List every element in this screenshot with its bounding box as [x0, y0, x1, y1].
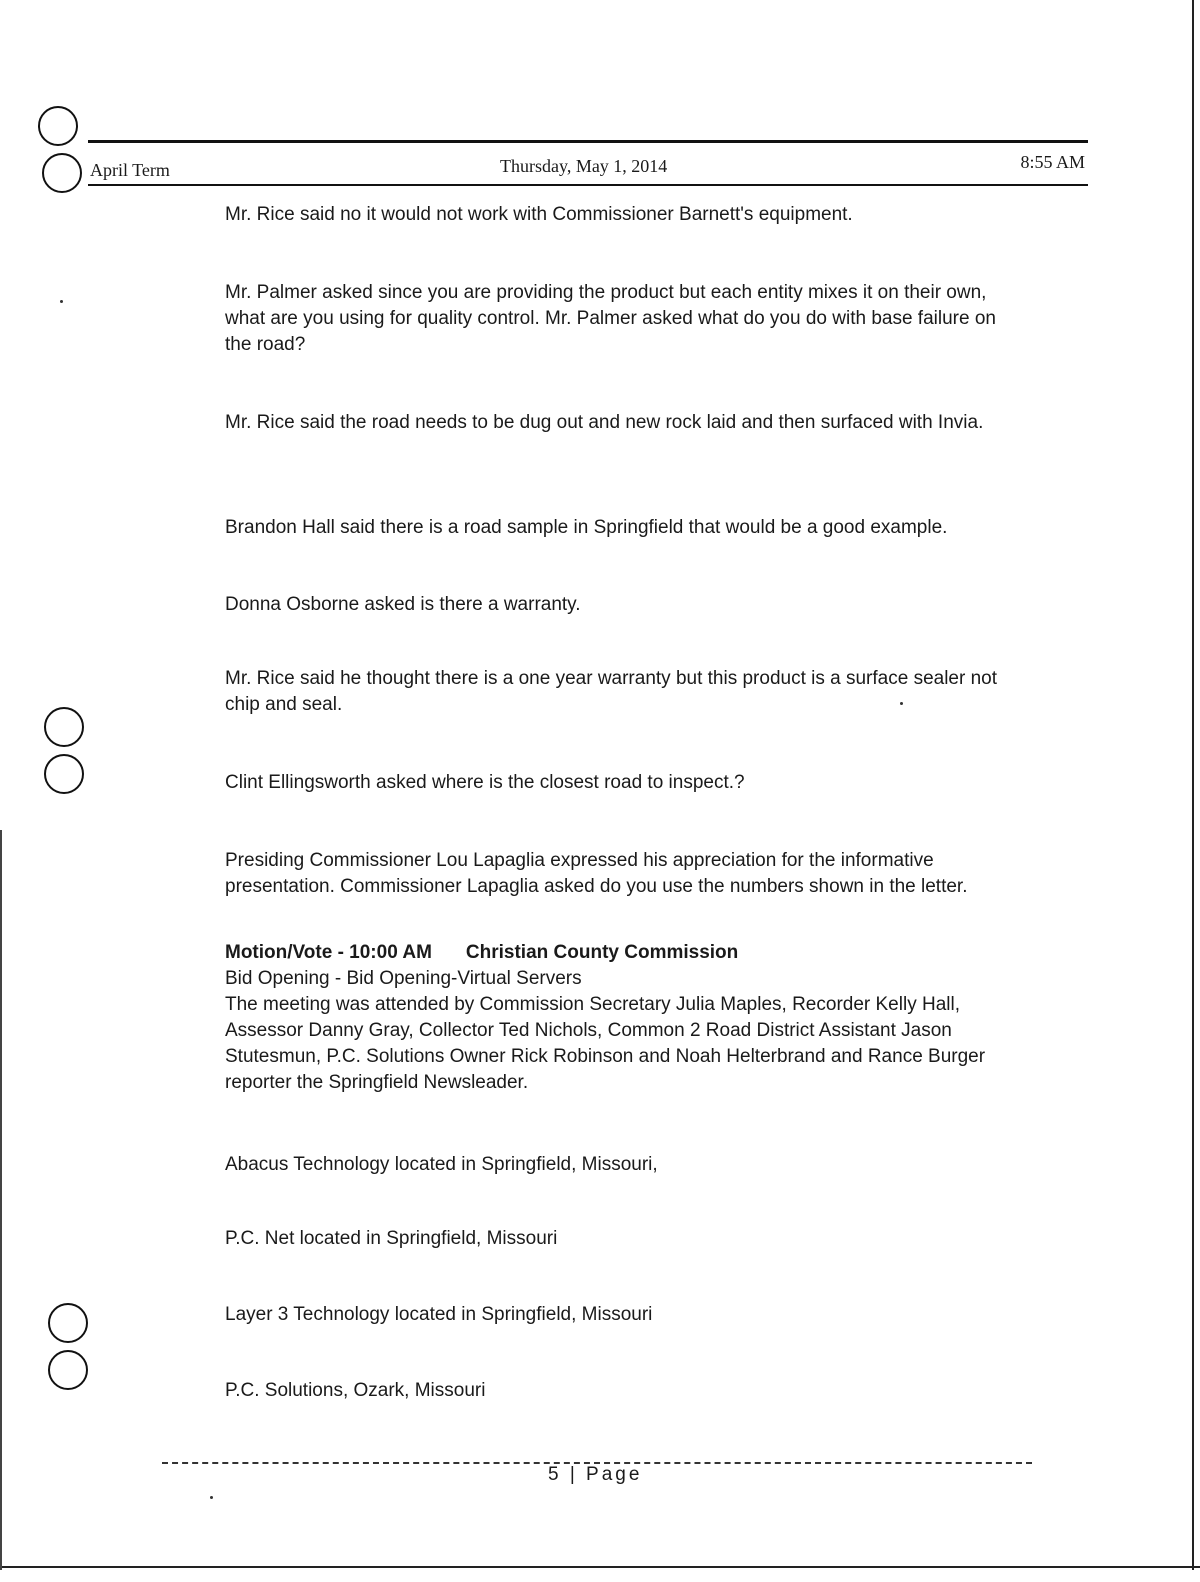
scan-speck [900, 702, 903, 705]
paragraph-1: Mr. Rice said no it would not work with Commissioner Barnett's equipment. [225, 204, 853, 225]
bidder-2: P.C. Net located in Springfield, Missouri [225, 1228, 558, 1249]
header-rule-bottom [88, 184, 1088, 186]
binder-hole-1 [38, 106, 78, 146]
scan-speck [60, 300, 63, 303]
paragraph-4: Brandon Hall said there is a road sample in Springfield that would be a good example. [225, 517, 948, 538]
bidder-4: P.C. Solutions, Ozark, Missouri [225, 1380, 486, 1401]
bid-opening-line: Bid Opening - Bid Opening-Virtual Servers [225, 968, 582, 989]
header-term: April Term [90, 160, 170, 180]
header-rule-top [88, 140, 1088, 143]
paragraph-5: Donna Osborne asked is there a warranty. [225, 594, 581, 615]
header-date: Thursday, May 1, 2014 [500, 156, 668, 176]
binder-hole-2 [42, 153, 82, 193]
motion-label: Motion/Vote - 10:00 AM [225, 942, 432, 963]
paragraph-8: Presiding Commissioner Lou Lapaglia expressed his appreciation for the informative presentation. Commissioner Lapaglia asked do you use the numbers shown in the letter. [225, 850, 968, 897]
paragraph-6: Mr. Rice said he thought there is a one year warranty but this product is a surface sealer not chip and seal. [225, 668, 998, 715]
page-edge-left [0, 830, 2, 1570]
bidder-1: Abacus Technology located in Springfield, Missouri, [225, 1154, 658, 1175]
binder-hole-4 [44, 754, 84, 794]
paragraph-2: Mr. Palmer asked since you are providing the product but each entity mixes it on their own, what are you using for quality control. Mr. Palmer asked what do you do with base failure on the road? [225, 282, 996, 355]
motion-heading [225, 940, 1045, 966]
motion-body: Christian County Commission [465, 942, 739, 963]
binder-hole-5 [48, 1303, 88, 1343]
header-time: 8:55 AM [1020, 152, 1085, 172]
page-number: 5 | Page [548, 1464, 643, 1485]
bidder-3: Layer 3 Technology located in Springfield, Missouri [225, 1304, 653, 1325]
scan-speck [210, 1496, 213, 1499]
paragraph-3: Mr. Rice said the road needs to be dug out and new rock laid and then surfaced with Invia. [225, 412, 984, 433]
page-edge-right [1192, 0, 1194, 1570]
binder-hole-3 [44, 707, 84, 747]
attendance-paragraph: The meeting was attended by Commission Secretary Julia Maples, Recorder Kelly Hall, Assessor Danny Gray, Collector Ted Nichols, Common 2 Road District Assistant Jason Stutesmun, P.C. Solutions Owner Rick Robinson and Noah Helterbrand and Rance Burger reporter the Springfield Newsleader. [225, 994, 986, 1093]
page-header [90, 150, 1085, 180]
binder-hole-6 [48, 1350, 88, 1390]
paragraph-7: Clint Ellingsworth asked where is the closest road to inspect.? [225, 772, 745, 793]
page-edge-bottom [0, 1566, 1200, 1568]
